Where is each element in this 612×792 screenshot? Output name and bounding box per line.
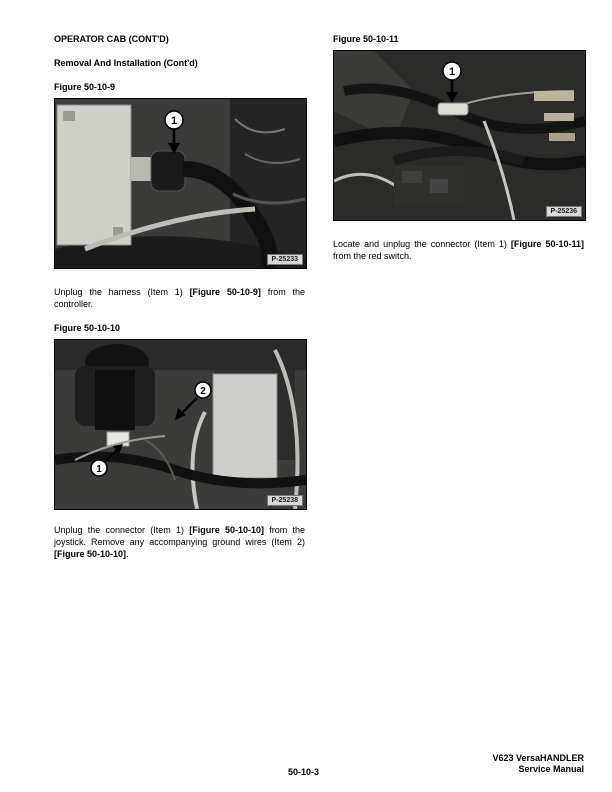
product-name: V623 VersaHANDLER xyxy=(492,753,584,763)
instruction-paragraph-3: Locate and unplug the connector (Item 1) [Figure 50-10-11] from the red switch. xyxy=(333,239,584,261)
figure-reference: [Figure 50-10-10] xyxy=(54,549,127,559)
red-switch-connector-photo xyxy=(334,51,585,220)
figure-photo-50-10-10 xyxy=(54,339,307,510)
figure-caption-50-10-9: Figure 50-10-9 xyxy=(54,82,116,92)
footer-product xyxy=(384,753,584,775)
figure-caption-50-10-11: Figure 50-10-11 xyxy=(333,34,399,44)
page-number: 50-10-3 xyxy=(288,767,320,777)
photo-code: P-25233 xyxy=(267,254,303,265)
callout-label: 1 xyxy=(448,66,456,78)
controller-harness-photo xyxy=(55,99,306,268)
manual-name: Service Manual xyxy=(518,764,584,774)
figure-photo-50-10-9 xyxy=(54,98,307,269)
callout-label: 1 xyxy=(170,115,178,127)
photo-code: P-25236 xyxy=(546,206,582,217)
callout-label: 2 xyxy=(200,386,206,397)
subsection-title: Removal And Installation (Cont'd) xyxy=(54,58,198,68)
section-title: OPERATOR CAB (CONT'D) xyxy=(54,34,169,44)
figure-reference: [Figure 50-10-10] xyxy=(189,525,265,535)
joystick-connector-photo xyxy=(55,340,306,509)
instruction-paragraph-2: Unplug the connector (Item 1) [Figure 50-10-10] from the joystick. Remove any accompanying ground wires (Item 2) [Figure 50-10-10]. xyxy=(54,525,306,559)
figure-reference: [Figure 50-10-11] xyxy=(510,239,584,249)
callout-label: 1 xyxy=(96,464,102,475)
photo-code: P-25238 xyxy=(267,495,303,506)
figure-caption-50-10-10: Figure 50-10-10 xyxy=(54,323,121,333)
figure-photo-50-10-11 xyxy=(333,50,586,221)
figure-reference: [Figure 50-10-9] xyxy=(189,287,261,297)
instruction-paragraph-1: Unplug the harness (Item 1) [Figure 50-10-9] from the controller. xyxy=(54,287,306,309)
